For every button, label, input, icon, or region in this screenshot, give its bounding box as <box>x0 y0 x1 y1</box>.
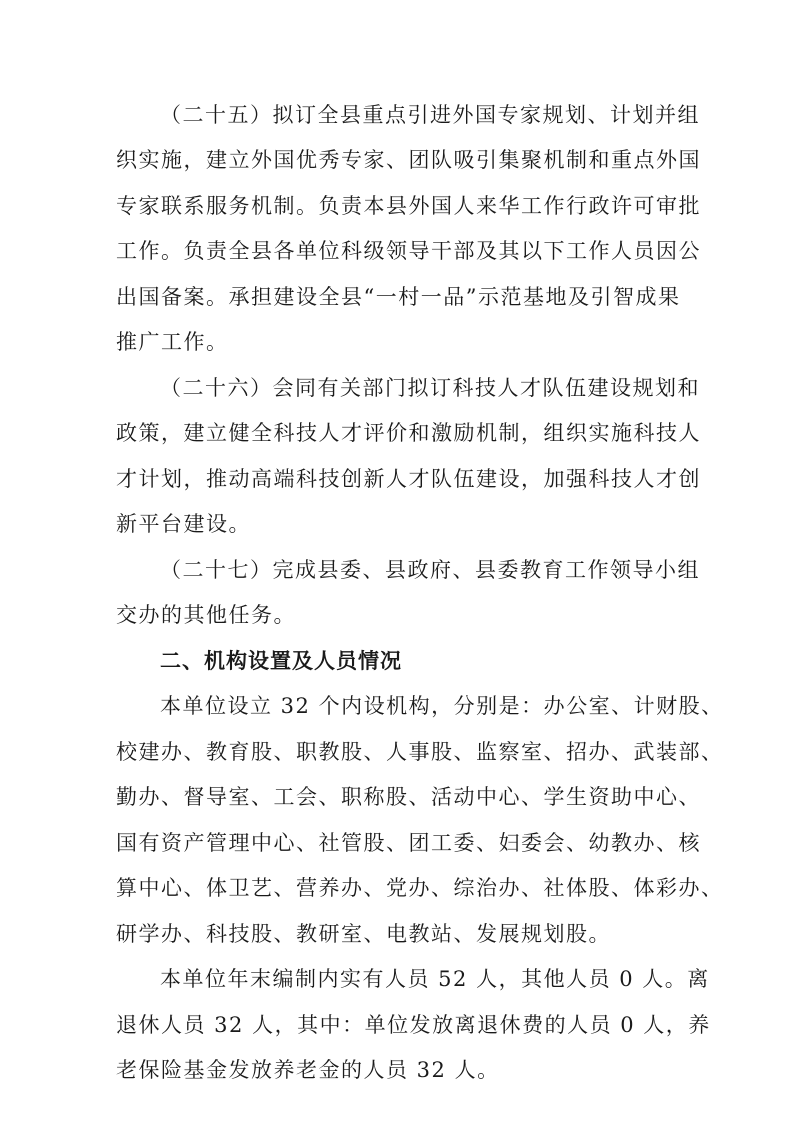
staff-paragraph-line-2: 退休人员 32 人，其中：单位发放离退休费的人员 0 人，养 <box>116 1013 711 1037</box>
org-paragraph-line-5: 算中心、体卫艺、营养办、党办、综治办、社体股、体彩办、 <box>116 876 724 900</box>
paragraph-25-line-5: 出国备案。承担建设全县“一村一品”示范基地及引智成果 <box>116 285 681 309</box>
org-paragraph-line-3: 勤办、督导室、工会、职称股、活动中心、学生资助中心、 <box>116 785 701 809</box>
paragraph-25-line-3: 专家联系服务机制。负责本县外国人来华工作行政许可审批 <box>116 194 701 218</box>
org-paragraph-line-6: 研学办、科技股、教研室、电教站、发展规划股。 <box>116 922 611 946</box>
paragraph-27-line-2: 交办的其他任务。 <box>116 603 296 627</box>
paragraph-27-line-1: （二十七）完成县委、县政府、县委教育工作领导小组 <box>160 558 700 582</box>
staff-paragraph-line-3: 老保险基金发放养老金的人员 32 人。 <box>116 1058 500 1082</box>
org-paragraph-line-2: 校建办、教育股、职教股、人事股、监察室、招办、武装部、 <box>116 740 724 764</box>
org-paragraph-line-1: 本单位设立 32 个内设机构，分别是：办公室、计财股、 <box>160 694 724 718</box>
paragraph-25-line-6: 推广工作。 <box>116 330 229 354</box>
paragraph-26-line-2: 政策，建立健全科技人才评价和激励机制，组织实施科技人 <box>116 421 701 445</box>
paragraph-26-line-4: 新平台建设。 <box>116 512 251 536</box>
paragraph-25-line-1: （二十五）拟订全县重点引进外国专家规划、计划并组 <box>160 103 700 127</box>
paragraph-25-line-2: 织实施，建立外国优秀专家、团队吸引集聚机制和重点外国 <box>116 148 701 172</box>
staff-paragraph-line-1: 本单位年末编制内实有人员 52 人，其他人员 0 人。离 <box>160 967 710 991</box>
paragraph-25-line-4: 工作。负责全县各单位科级领导干部及其以下工作人员因公 <box>116 239 701 263</box>
section-heading: 二、机构设置及人员情况 <box>160 649 402 673</box>
org-paragraph-line-4: 国有资产管理中心、社管股、团工委、妇委会、幼教办、核 <box>116 831 701 855</box>
paragraph-26-line-1: （二十六）会同有关部门拟订科技人才队伍建设规划和 <box>160 376 700 400</box>
paragraph-26-line-3: 才计划，推动高端科技创新人才队伍建设，加强科技人才创 <box>116 467 701 491</box>
